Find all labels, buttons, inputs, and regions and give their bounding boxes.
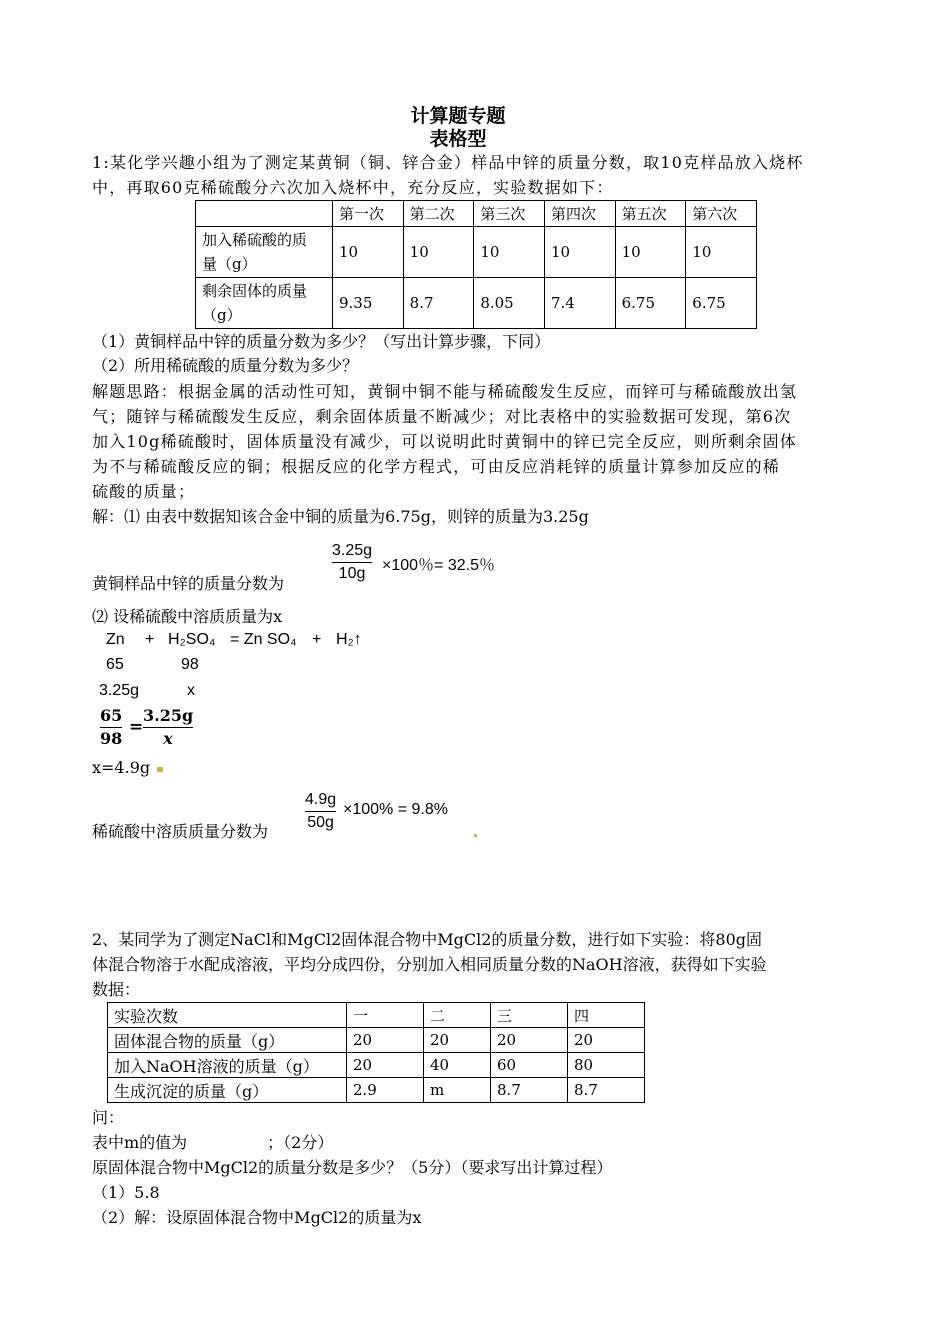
fraction-denominator: 10g — [338, 565, 366, 582]
equation-h2: H₂↑ — [336, 631, 362, 648]
table-cell: 9.35 — [333, 278, 404, 329]
row-label-line: 量（g） — [202, 255, 257, 273]
proportion-equals: = — [129, 717, 144, 737]
fraction-numerator: 3.25g — [143, 706, 194, 725]
zinc-fraction — [332, 541, 372, 584]
molar-mass-h2so4: 98 — [181, 656, 199, 673]
table-cell: 20 — [491, 1028, 568, 1053]
table-header-cell: 四 — [568, 1003, 645, 1028]
acid-fraction-result: ×100% = 9.8% — [343, 801, 448, 818]
proportion-right — [143, 706, 193, 749]
table-cell: 40 — [423, 1053, 490, 1078]
table-cell: 10 — [474, 227, 545, 278]
table-header-cell: 一 — [347, 1003, 424, 1028]
table-cell: 20 — [568, 1028, 645, 1053]
fraction-denominator: x — [163, 729, 173, 748]
fraction-numerator: 65 — [100, 706, 123, 725]
q1-sub1: （1）黄铜样品中锌的质量分数为多少？（写出计算步骤，下同） — [92, 332, 551, 351]
table-cell: 10 — [686, 227, 757, 278]
table-header-row — [108, 1003, 645, 1028]
equation-plus: + — [312, 631, 322, 648]
q2-question-m: 表中m的值为 ；（2分） — [92, 1133, 334, 1152]
x-result: x=4.9g — [92, 758, 151, 777]
table-cell: 20 — [347, 1053, 424, 1078]
analysis-line: 硫酸的质量； — [92, 482, 196, 501]
table-header-cell: 第三次 — [474, 201, 545, 227]
q2-intro-line2: 体混合物溶于水配成溶液，平均分成四份，分别加入相同质量分数的NaOH溶液，获得如下实验 — [92, 955, 767, 974]
table-cell: 80 — [568, 1053, 645, 1078]
acid-percent-label: 稀硫酸中溶质质量分数为 — [92, 822, 269, 841]
solution-line2: ⑵ 设稀硫酸中溶质质量为x — [92, 607, 283, 626]
q1-data-table — [195, 200, 757, 329]
table-cell: m — [423, 1078, 490, 1103]
table-cell: 20 — [423, 1028, 490, 1053]
equation-znso4: = Zn SO₄ — [230, 631, 297, 648]
table-cell: 60 — [491, 1053, 568, 1078]
table-header-label: 实验次数 — [108, 1003, 347, 1028]
proportion-left — [100, 706, 122, 749]
table-cell: 8.7 — [568, 1078, 645, 1103]
table-cell: 6.75 — [686, 278, 757, 329]
row-label-line: 剩余固体的质量 — [202, 282, 308, 300]
page-subtitle: 表格型 — [429, 128, 487, 150]
fraction-bar — [143, 727, 193, 728]
table-row — [108, 1053, 645, 1078]
fraction-numerator: 3.25g — [332, 542, 373, 559]
row-label-line: 加入稀硫酸的质 — [202, 231, 308, 249]
table-header-cell: 三 — [491, 1003, 568, 1028]
equation-plus: + — [145, 631, 155, 648]
table-cell: 10 — [333, 227, 404, 278]
equation-h2so4: H₂SO₄ — [168, 631, 216, 648]
table-cell: 10 — [403, 227, 474, 278]
page-title: 计算题专题 — [410, 105, 506, 127]
q2-intro-line3: 数据： — [92, 980, 141, 999]
table-cell: 2.9 — [347, 1078, 424, 1103]
scan-mark — [157, 767, 163, 772]
q2-ask: 问： — [92, 1108, 125, 1127]
fraction-denominator: 50g — [307, 814, 334, 831]
analysis-line: 解题思路：根据金属的活动性可知，黄铜中铜不能与稀硫酸发生反应，而锌可与稀硫酸放出氢 — [92, 382, 798, 401]
table-cell: 6.75 — [615, 278, 686, 329]
analysis-line: 加入10g稀硫酸时，固体质量没有减少，可以说明此时黄铜中的锌已完全反应，则所剩余固体 — [92, 432, 798, 451]
table-row — [196, 227, 757, 278]
q1-intro-line2: 中，再取60克稀硫酸分六次加入烧杯中，充分反应，实验数据如下： — [92, 178, 614, 197]
acid-fraction — [305, 790, 336, 833]
table-header-cell: 第二次 — [403, 201, 474, 227]
table-row-label — [196, 227, 333, 278]
fraction-bar — [332, 562, 372, 563]
mass-x: x — [187, 682, 195, 699]
q2-answer1: （1）5.8 — [92, 1183, 160, 1202]
solution-line1: 解：⑴ 由表中数据知该合金中铜的质量为6.75g，则锌的质量为3.25g — [92, 507, 589, 526]
fraction-denominator: 98 — [100, 729, 123, 748]
zinc-percent-label: 黄铜样品中锌的质量分数为 — [92, 574, 285, 593]
table-header-cell: 第六次 — [686, 201, 757, 227]
analysis-line: 气；随锌与稀硫酸发生反应，剩余固体质量不断减少；对比表格中的实验数据可发现，第6次 — [92, 407, 792, 426]
fraction-bar — [305, 811, 336, 812]
q1-intro-line1: 1:某化学兴趣小组为了测定某黄铜（铜、锌合金）样品中锌的质量分数，取10克样品放入烧杯 — [92, 153, 804, 172]
mass-zn: 3.25g — [99, 682, 140, 699]
table-row-label — [196, 278, 333, 329]
q2-answer2: （2）解：设原固体混合物中MgCl2的质量为x — [92, 1208, 422, 1227]
table-header-cell: 二 — [423, 1003, 490, 1028]
table-cell: 7.4 — [544, 278, 615, 329]
molar-mass-zn: 65 — [106, 656, 124, 673]
table-row-label: 加入NaOH溶液的质量（g） — [108, 1053, 347, 1078]
table-cell: 8.05 — [474, 278, 545, 329]
table-cell: 8.7 — [491, 1078, 568, 1103]
q2-intro-line1: 2、某同学为了测定NaCl和MgCl2固体混合物中MgCl2的质量分数，进行如下实验：将80g固 — [92, 930, 763, 949]
row-label-line: （g） — [202, 306, 242, 324]
table-corner-cell — [196, 201, 333, 227]
q1-sub2: （2）所用稀硫酸的质量分数为多少？ — [92, 356, 359, 375]
table-cell: 20 — [347, 1028, 424, 1053]
table-cell: 10 — [544, 227, 615, 278]
table-header-cell: 第四次 — [544, 201, 615, 227]
table-row — [108, 1028, 645, 1053]
analysis-line: 为不与稀硫酸反应的铜；根据反应的化学方程式，可由反应消耗锌的质量计算参加反应的稀 — [92, 457, 781, 476]
equation-zn: Zn — [106, 631, 125, 648]
table-row — [108, 1078, 645, 1103]
table-row — [196, 278, 757, 329]
table-header-cell: 第五次 — [615, 201, 686, 227]
table-row-label: 生成沉淀的质量（g） — [108, 1078, 347, 1103]
table-cell: 10 — [615, 227, 686, 278]
scan-mark — [474, 834, 477, 837]
table-header-row — [196, 201, 757, 227]
table-cell: 8.7 — [403, 278, 474, 329]
zinc-fraction-result: ×100％= 32.5％ — [382, 557, 495, 574]
fraction-bar — [100, 727, 122, 728]
q2-data-table — [107, 1002, 645, 1103]
table-row-label: 固体混合物的质量（g） — [108, 1028, 347, 1053]
fraction-numerator: 4.9g — [305, 791, 337, 808]
q2-question-percent: 原固体混合物中MgCl2的质量分数是多少？（5分）（要求写出计算过程） — [92, 1158, 613, 1177]
table-header-cell: 第一次 — [333, 201, 404, 227]
